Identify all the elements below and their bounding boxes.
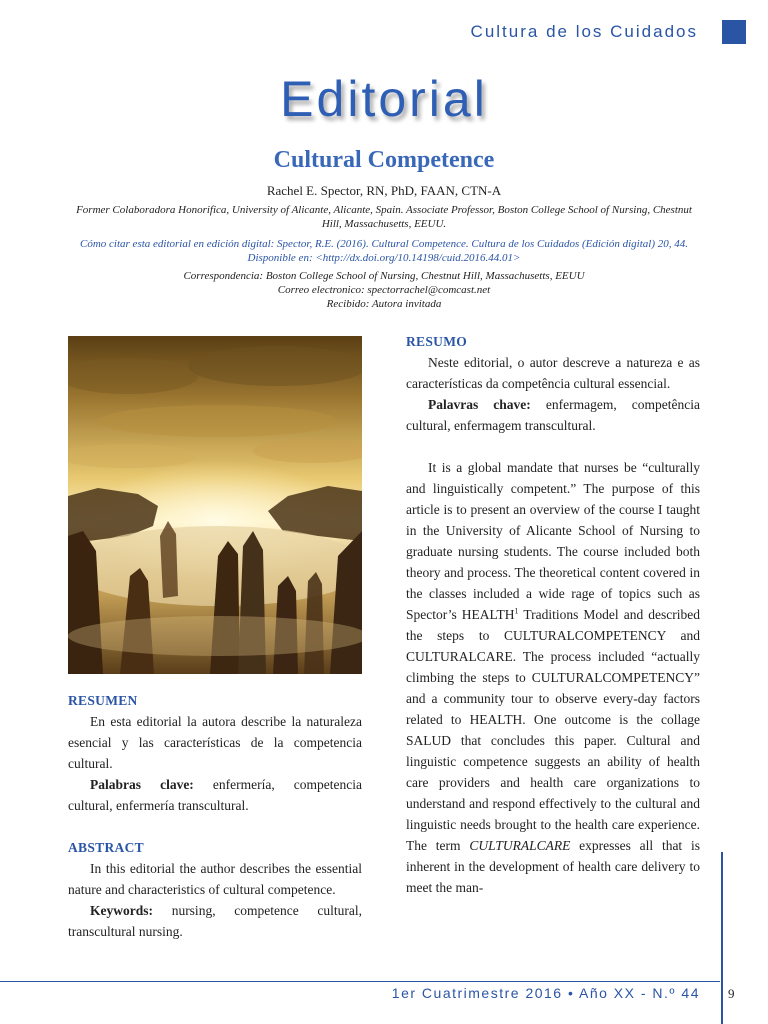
footnote-ref[interactable]: 1 [514, 606, 519, 616]
resumo-keywords [406, 394, 700, 436]
abstract-keywords [68, 900, 362, 942]
received: Recibido: Autora invitada [326, 298, 442, 310]
author-line: Rachel E. Spector, RN, PhD, FAAN, CTN-A [266, 183, 502, 198]
keywords-label: Keywords: [90, 903, 153, 918]
correspondence: Correspondencia: Boston College School of Nursing, Chestnut Hill, Massachusetts, EEUU [183, 270, 585, 282]
correspondence-block [70, 269, 698, 311]
citation-link[interactable]: Cómo citar esta editorial en edición digital: Spector, R.E. (2016). Cultural Competence. Cultura de los Cuidados (Edición digital) 20, 44. Disponible en: <http://dx.doi.org/10.14198/cuid.2016.44.01> [80, 238, 688, 264]
abstract-text: In this editorial the author describes the essential nature and characteristics of cultural competence. [68, 861, 362, 897]
abstract-heading: ABSTRACT [68, 840, 144, 855]
keywords-label: Palabras clave: [90, 777, 194, 792]
keywords-value: enfermería, competencia cultural, enfermería transcultural. [68, 777, 363, 813]
body-text: It is a global mandate that nurses be “culturally and linguistically competent.” The purpose of this article is to present an overview of the course I taught in the University of Alicante School of Nursing to graduate nursing students. The course included both theory and process. The theoretical content covered in the classes included a wide rage of topics such as Spector’s HEALTH$^1$ Traditions Model and described the steps to CULTURALCOMPETENCY and CULTURALCARE. The process included “actually climbing the steps to CULTURALCOMPETENCY” and a community tour to observe every-day factors related to HEALTH. One outcome is the collage SALUD that concludes this paper. Cultural and linguistic competence suggests an ability of health care providers and health care organizations to understand and respond effectively to the cultural and linguistic needs brought to the health care experience. The term CULTURALCARE expresses all that is inherent in the development of health care delivery to meet the man- [406, 460, 700, 895]
keywords-value: enfermagem, competência cultural, enfermagem transcultural. [406, 397, 701, 433]
journal-name: Cultura de los Cuidados [470, 22, 698, 41]
keywords-label: Palavras chave: [428, 397, 531, 412]
footer-vertical-rule [721, 852, 723, 1024]
footer-rule [0, 981, 720, 982]
resumo-text: Neste editorial, o autor descreve a natureza e as características da competência cultural essencial. [406, 355, 700, 391]
page-number: 9 [728, 986, 735, 1001]
resumo-heading: RESUMO [406, 334, 468, 349]
resumen-text: En esta editorial la autora describe la naturaleza esencial y las características de la competencia cultural. [68, 714, 362, 771]
section-title: Editorial [280, 71, 488, 127]
left-column [68, 690, 362, 942]
email: Correo electronico: spectorrachel@comcast.net [277, 284, 491, 296]
resumen-keywords [68, 774, 362, 816]
affiliation: Former Colaboradora Honorifica, University of Alicante, Alicante, Spain. Associate Professor, Boston College School of Nursing, Chestnut Hill, Massachusetts, EEUU. [76, 204, 692, 230]
article-title: Cultural Competence [273, 147, 495, 173]
right-column [406, 331, 700, 898]
issue-info: 1er Cuatrimestre 2016 • Año XX - N.º 44 [391, 985, 700, 1001]
resumen-heading: RESUMEN [68, 693, 138, 708]
header-square [722, 20, 746, 44]
keywords-value: nursing, competence cultural, transcultural nursing. [68, 903, 362, 939]
landscape-photo [68, 336, 362, 674]
